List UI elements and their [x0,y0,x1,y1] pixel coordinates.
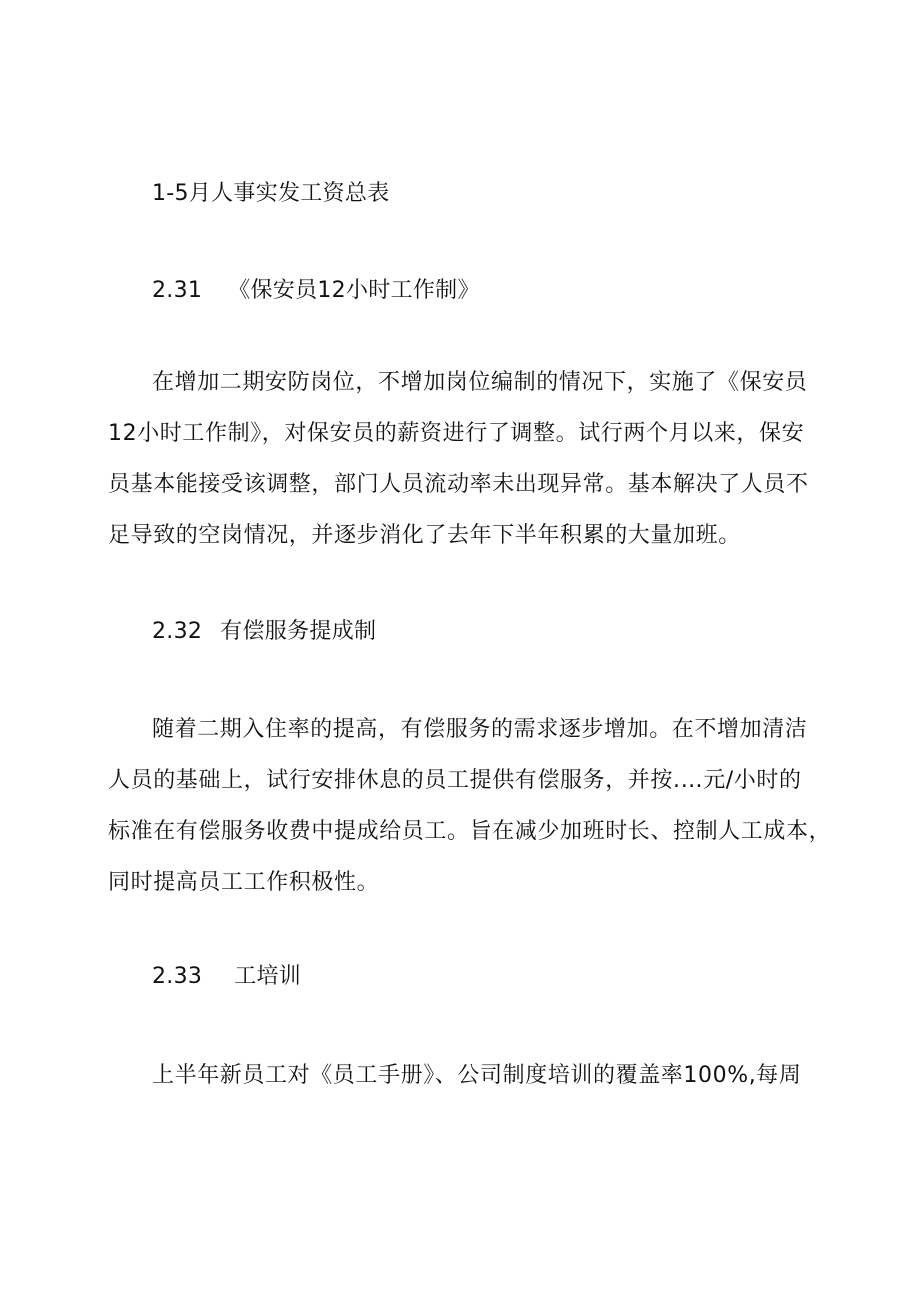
section-heading [152,277,480,305]
paragraph-line: 在增加二期安防岗位，不增加岗位编制的情况下，实施了《保安员 [152,370,808,395]
paragraph [108,357,812,561]
section-title: 工培训 [234,964,302,989]
paragraph-line: 员基本能接受该调整，部门人员流动率未出现异常。基本解决了人员不 [108,472,809,497]
paragraph [108,704,832,908]
paragraph-line: 同时提高员工工作积极性。 [108,870,380,895]
section-number: 2.32 [152,619,203,644]
section-heading [152,618,376,646]
paragraph-line: 足导致的空岗情况，并逐步消化了去年下半年积累的大量加班。 [108,523,741,548]
paragraph [152,1050,812,1101]
section-title: 《保安员12小时工作制》 [228,278,480,303]
caption: 1-5月人事实发工资总表 [152,181,390,206]
paragraph-line: 上半年新员工对《员工手册》、公司制度培训的覆盖率100%,每周 [152,1063,802,1088]
section-number: 2.33 [152,964,203,989]
paragraph-line: 标准在有偿服务收费中提成给员工。旨在减少加班时长、控制人工成本， [108,819,832,844]
paragraph-line: 人员的基础上，试行安排休息的员工提供有偿服务，并按.…元/小时的 [108,768,802,793]
section-heading [152,963,301,991]
section-number: 2.31 [152,278,203,303]
paragraph-line: 12小时工作制》，对保安员的薪资进行了调整。试行两个月以来，保安 [108,421,805,446]
paragraph-line: 随着二期入住率的提高，有偿服务的需求逐步增加。在不增加清洁 [152,717,808,742]
section-title: 有偿服务提成制 [220,619,377,644]
